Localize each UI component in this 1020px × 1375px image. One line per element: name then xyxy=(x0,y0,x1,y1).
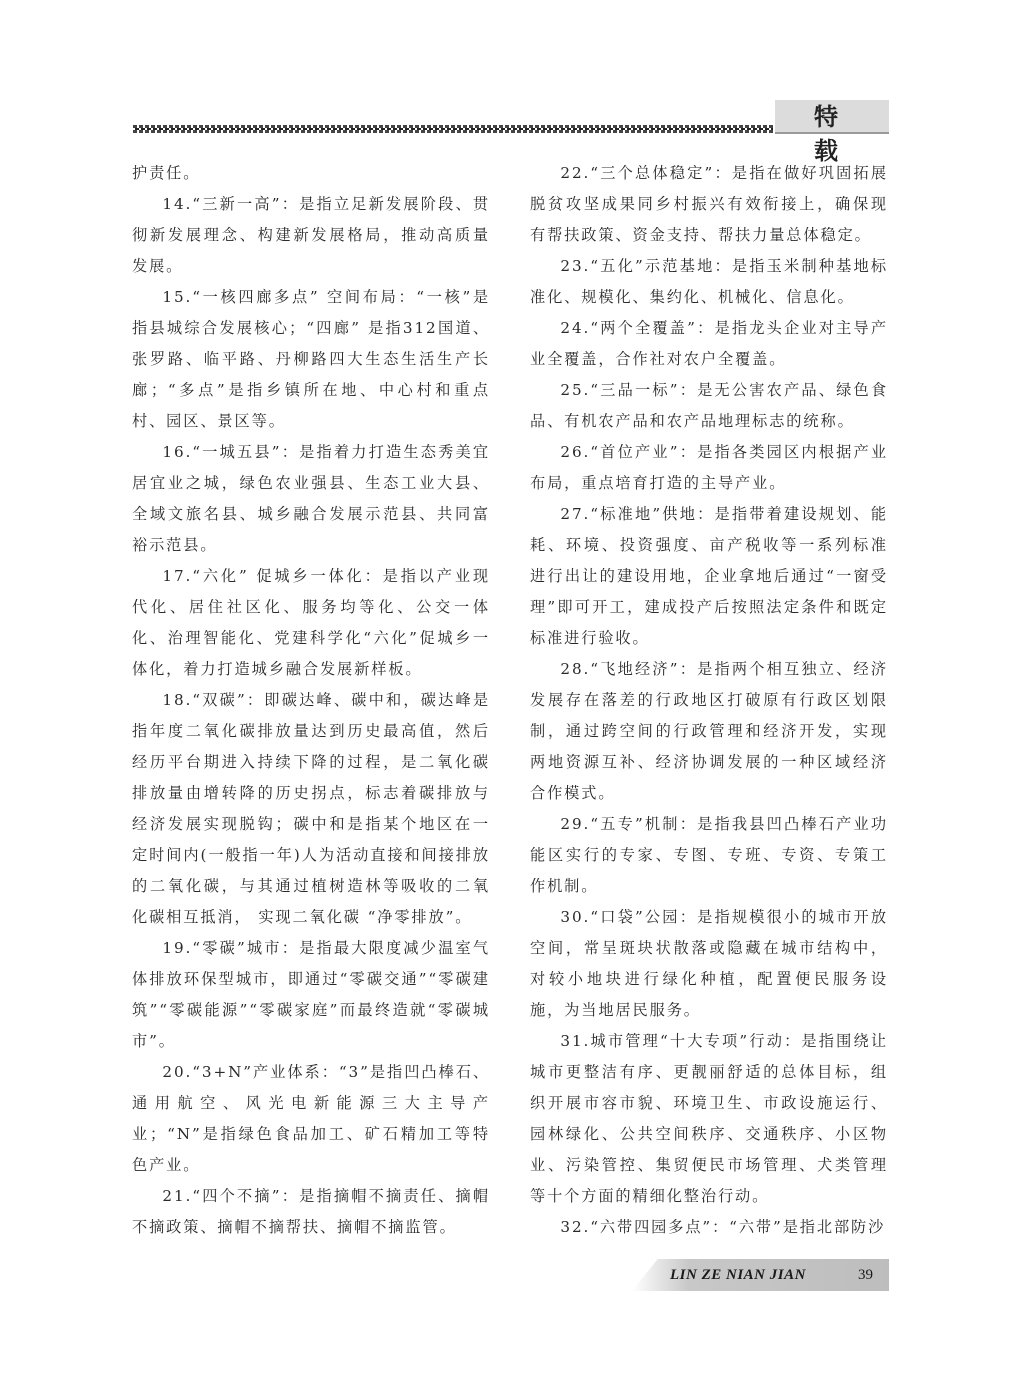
journal-name: LIN ZE NIAN JIAN xyxy=(670,1267,806,1283)
glossary-paragraph: 14.“三新一高”：是指立足新发展阶段、贯彻新发展理念、构建新发展格局，推动高质量发展。 xyxy=(132,195,490,275)
glossary-paragraph: 26.“首位产业”：是指各类园区内根据产业布局，重点培育打造的主导产业。 xyxy=(530,443,888,492)
glossary-paragraph: 19.“零碳”城市：是指最大限度减少温室气体排放环保型城市，即通过“零碳交通”“零碳建筑”“零碳能源”“零碳家庭”而最终造就“零碳城市”。 xyxy=(132,939,490,1050)
left-text-column xyxy=(132,158,490,1243)
glossary-paragraph: 29.“五专”机制：是指我县凹凸棒石产业功能区实行的专家、专图、专班、专资、专策工作机制。 xyxy=(530,815,888,895)
glossary-paragraph: 32.“六带四园多点”：“六带”是指北部防沙 xyxy=(560,1218,886,1236)
glossary-paragraph: 15.“一核四廊多点” 空间布局：“一核”是指县城综合发展核心；“四廊” 是指312国道、张罗路、临平路、丹柳路四大生态生活生产长廊；“多点”是指乡镇所在地、中心村和重点村、园区、景区等。 xyxy=(132,288,490,430)
glossary-paragraph: 30.“口袋”公园：是指规模很小的城市开放空间，常呈斑块状散落或隐藏在城市结构中，对较小地块进行绿化种植，配置便民服务设施，为当地居民服务。 xyxy=(530,908,888,1019)
glossary-paragraph: 25.“三品一标”：是无公害农产品、绿色食品、有机农产品和农产品地理标志的统称。 xyxy=(530,381,888,430)
glossary-paragraph: 21.“四个不摘”：是指摘帽不摘责任、摘帽不摘政策、摘帽不摘帮扶、摘帽不摘监管。 xyxy=(132,1187,490,1236)
glossary-paragraph: 18.“双碳”：即碳达峰、碳中和，碳达峰是指年度二氧化碳排放量达到历史最高值，然后经历平台期进入持续下降的过程，是二氧化碳排放量由增转降的历史拐点，标志着碳排放与经济发展实现脱钩；碳中和是指某个地区在一定时间内(一般指一年)人为活动直接和间接排放的二氧化碳，与其通过植树造林等吸收的二氧化碳相互抵消， 实现二氧化碳 “净零排放”。 xyxy=(132,691,490,926)
glossary-paragraph: 20.“3+N”产业体系：“3”是指凹凸棒石、通用航空、风光电新能源三大主导产业；“N”是指绿色食品加工、矿石精加工等特色产业。 xyxy=(132,1063,490,1174)
header-dotted-rule xyxy=(133,125,773,133)
glossary-paragraph: 护责任。 xyxy=(132,164,201,182)
glossary-paragraph: 27.“标准地”供地：是指带着建设规划、能耗、环境、投资强度、亩产税收等一系列标准进行出让的建设用地，企业拿地后通过“一窗受理”即可开工，建成投产后按照法定条件和既定标准进行验收。 xyxy=(530,505,888,647)
glossary-paragraph: 24.“两个全覆盖”：是指龙头企业对主导产业全覆盖，合作社对农户全覆盖。 xyxy=(530,319,888,368)
right-text-column xyxy=(530,158,888,1243)
glossary-paragraph: 23.“五化”示范基地：是指玉米制种基地标准化、规模化、集约化、机械化、信息化。 xyxy=(530,257,888,306)
section-label: 特 载 xyxy=(775,100,889,134)
page-number: 39 xyxy=(858,1267,873,1283)
glossary-paragraph: 17.“六化” 促城乡一体化：是指以产业现代化、居住社区化、服务均等化、公交一体化、治理智能化、党建科学化“六化”促城乡一体化，着力打造城乡融合发展新样板。 xyxy=(132,567,490,678)
glossary-paragraph: 28.“飞地经济”：是指两个相互独立、经济发展存在落差的行政地区打破原有行政区划限制，通过跨空间的行政管理和经济开发，实现两地资源互补、经济协调发展的一种区域经济合作模式。 xyxy=(530,660,888,802)
glossary-paragraph: 16.“一城五县”：是指着力打造生态秀美宜居宜业之城，绿色农业强县、生态工业大县、全域文旅名县、城乡融合发展示范县、共同富裕示范县。 xyxy=(132,443,490,554)
glossary-paragraph: 22.“三个总体稳定”：是指在做好巩固拓展脱贫攻坚成果同乡村振兴有效衔接上，确保现有帮扶政策、资金支持、帮扶力量总体稳定。 xyxy=(530,164,888,244)
glossary-paragraph: 31.城市管理“十大专项”行动：是指围绕让城市更整洁有序、更靓丽舒适的总体目标，组织开展市容市貌、环境卫生、市政设施运行、园林绿化、公共空间秩序、交通秩序、小区物业、污染管控、集贸便民市场管理、犬类管理等十个方面的精细化整治行动。 xyxy=(530,1032,888,1205)
